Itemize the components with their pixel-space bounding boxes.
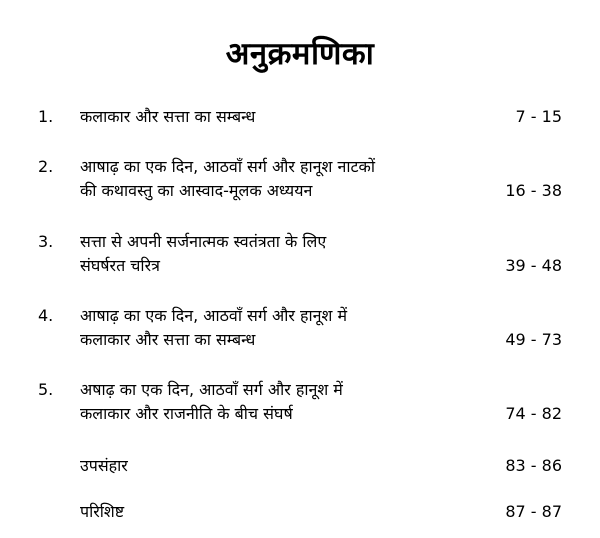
entry-title-line: सत्ता से अपनी सर्जनात्मक स्वतंत्रता के लिए [80, 232, 327, 251]
entry-number: 4. [38, 306, 54, 325]
entry-title [80, 230, 480, 278]
entry-title-line: आषाढ़ का एक दिन, आठवाँ सर्ग और हानूश में [80, 306, 348, 325]
entry-title [80, 105, 480, 129]
entry-title-line: अषाढ़ का एक दिन, आठवाँ सर्ग और हानूश में [80, 380, 343, 399]
entry-number: 2. [38, 157, 54, 176]
entry-title-line: परिशिष्ट [80, 502, 125, 521]
entry-number: 1. [38, 107, 54, 126]
entry-page-range: 83 - 86 [505, 456, 562, 475]
entry-title [80, 304, 480, 352]
page-title: अनुक्रमणिका [225, 36, 375, 72]
entry-page-range: 39 - 48 [505, 256, 562, 275]
entry-title-line: कलाकार और सत्ता का सम्बन्ध [80, 330, 256, 349]
entry-title [80, 454, 480, 478]
entry-title [80, 155, 480, 203]
entry-page-range: 74 - 82 [505, 404, 562, 423]
entry-title-line: की कथावस्तु का आस्वाद-मूलक अध्ययन [80, 181, 313, 200]
entry-title-line: कलाकार और राजनीति के बीच संघर्ष [80, 404, 293, 423]
entry-title [80, 378, 480, 426]
entry-page-range: 7 - 15 [515, 107, 562, 126]
entry-page-range: 16 - 38 [505, 181, 562, 200]
entry-number: 3. [38, 232, 54, 251]
entry-title-line: उपसंहार [80, 456, 128, 475]
entry-title [80, 500, 480, 524]
entry-title-line: संघर्षरत चरित्र [80, 256, 160, 275]
entry-number: 5. [38, 380, 54, 399]
entry-page-range: 49 - 73 [505, 330, 562, 349]
entry-title-line: कलाकार और सत्ता का सम्बन्ध [80, 107, 256, 126]
entry-title-line: आषाढ़ का एक दिन, आठवाँ सर्ग और हानूश नाटकों [80, 157, 375, 176]
entry-page-range: 87 - 87 [505, 502, 562, 521]
